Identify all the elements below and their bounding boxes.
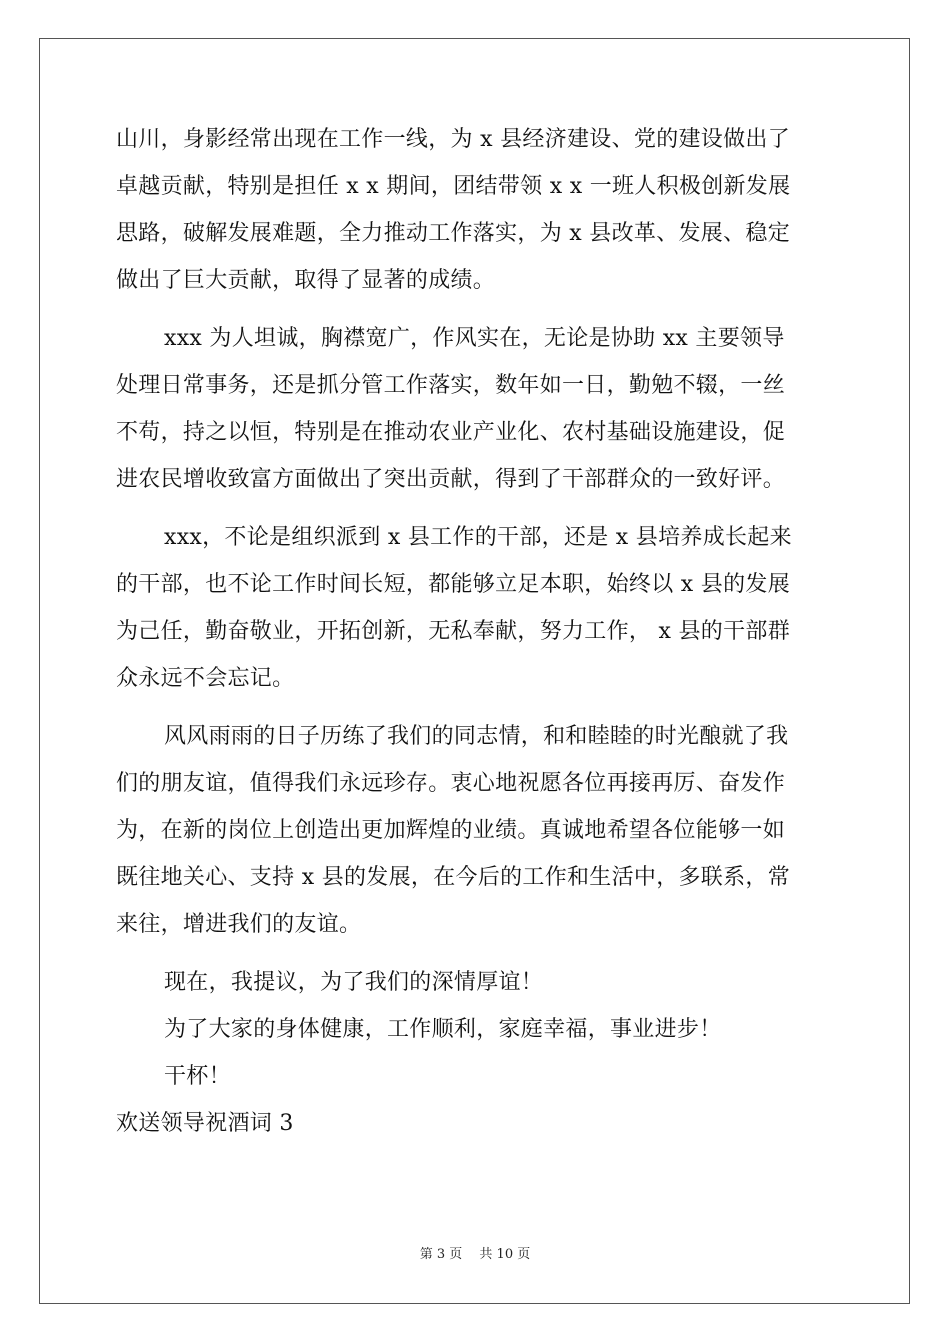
text-line [116,125,834,155]
text-line [164,722,788,752]
text-line [116,664,294,694]
line-text: 不苟，持之以恒，特别是在推动农业产业化、农村基础设施建设，促 [116,420,786,445]
text-line [116,617,790,647]
line-text: 们的朋友谊，值得我们永远珍存。衷心地祝愿各位再接再厉、奋发作 [116,771,786,796]
line-text: xxx 为人坦诚，胸襟宽广，作风实在，无论是协助 xx 主要领导 [164,326,785,351]
page-footer: 第 3 页 共 10 页 [419,1247,531,1262]
text-line [116,371,785,401]
text-line [116,418,785,448]
line-text: xxx，不论是组织派到 x 县工作的干部，还是 x 县培养成长起来 [164,525,792,550]
line-text: 为，在新的岗位上创造出更加辉煌的业绩。真诚地希望各位能够一如 [116,818,786,843]
line-text: 山川，身影经常出现在工作一线，为 x 县经济建设、党的建设做出了 [116,127,790,152]
line-text: 众永远不会忘记。 [116,666,295,691]
text-line [116,769,785,799]
line-text: 的干部，也不论工作时间长短，都能够立足本职，始终以 x 县的发展 [116,572,790,597]
line-text: 思路，破解发展难题，全力推动工作落实，为 x 县改革、发展、稳定 [116,221,790,246]
line-text: 现在，我提议，为了我们的深情厚谊！ [164,970,544,995]
line-text: 风风雨雨的日子历练了我们的同志情，和和睦睦的时光酿就了我 [164,724,789,749]
line-text: 处理日常事务，还是抓分管工作落实，数年如一日，勤勉不辍，一丝 [116,373,786,398]
section-heading [116,1109,294,1139]
text-line [116,219,790,249]
text-line [116,863,790,893]
text-line [164,1015,722,1045]
text-line [116,570,790,600]
line-text: 干杯！ [164,1064,231,1089]
line-text: 卓越贡献，特别是担任 x x 期间，团结带领 x x 一班人积极创新发展 [116,174,791,199]
line-text: 为己任，勤奋敬业，开拓创新，无私奉献，努力工作， x 县的干部群 [116,619,790,644]
text-line [116,172,790,202]
text-line [116,465,785,495]
line-text: 既往地关心、支持 x 县的发展，在今后的工作和生活中，多联系，常 [116,865,790,890]
line-text: 欢送领导祝酒词 3 [116,1111,294,1136]
text-line [164,523,792,553]
line-text: 做出了巨大贡献，取得了显著的成绩。 [116,268,496,293]
text-line [116,266,495,296]
text-line [164,968,543,998]
text-line [116,816,785,846]
text-line [164,1062,231,1092]
line-text: 进农民增收致富方面做出了突出贡献，得到了干部群众的一致好评。 [116,467,786,492]
text-line [164,324,785,354]
line-text: 为了大家的身体健康，工作顺利，家庭幸福，事业进步！ [164,1017,722,1042]
text-line [116,910,361,940]
line-text: 来往，增进我们的友谊。 [116,912,362,937]
